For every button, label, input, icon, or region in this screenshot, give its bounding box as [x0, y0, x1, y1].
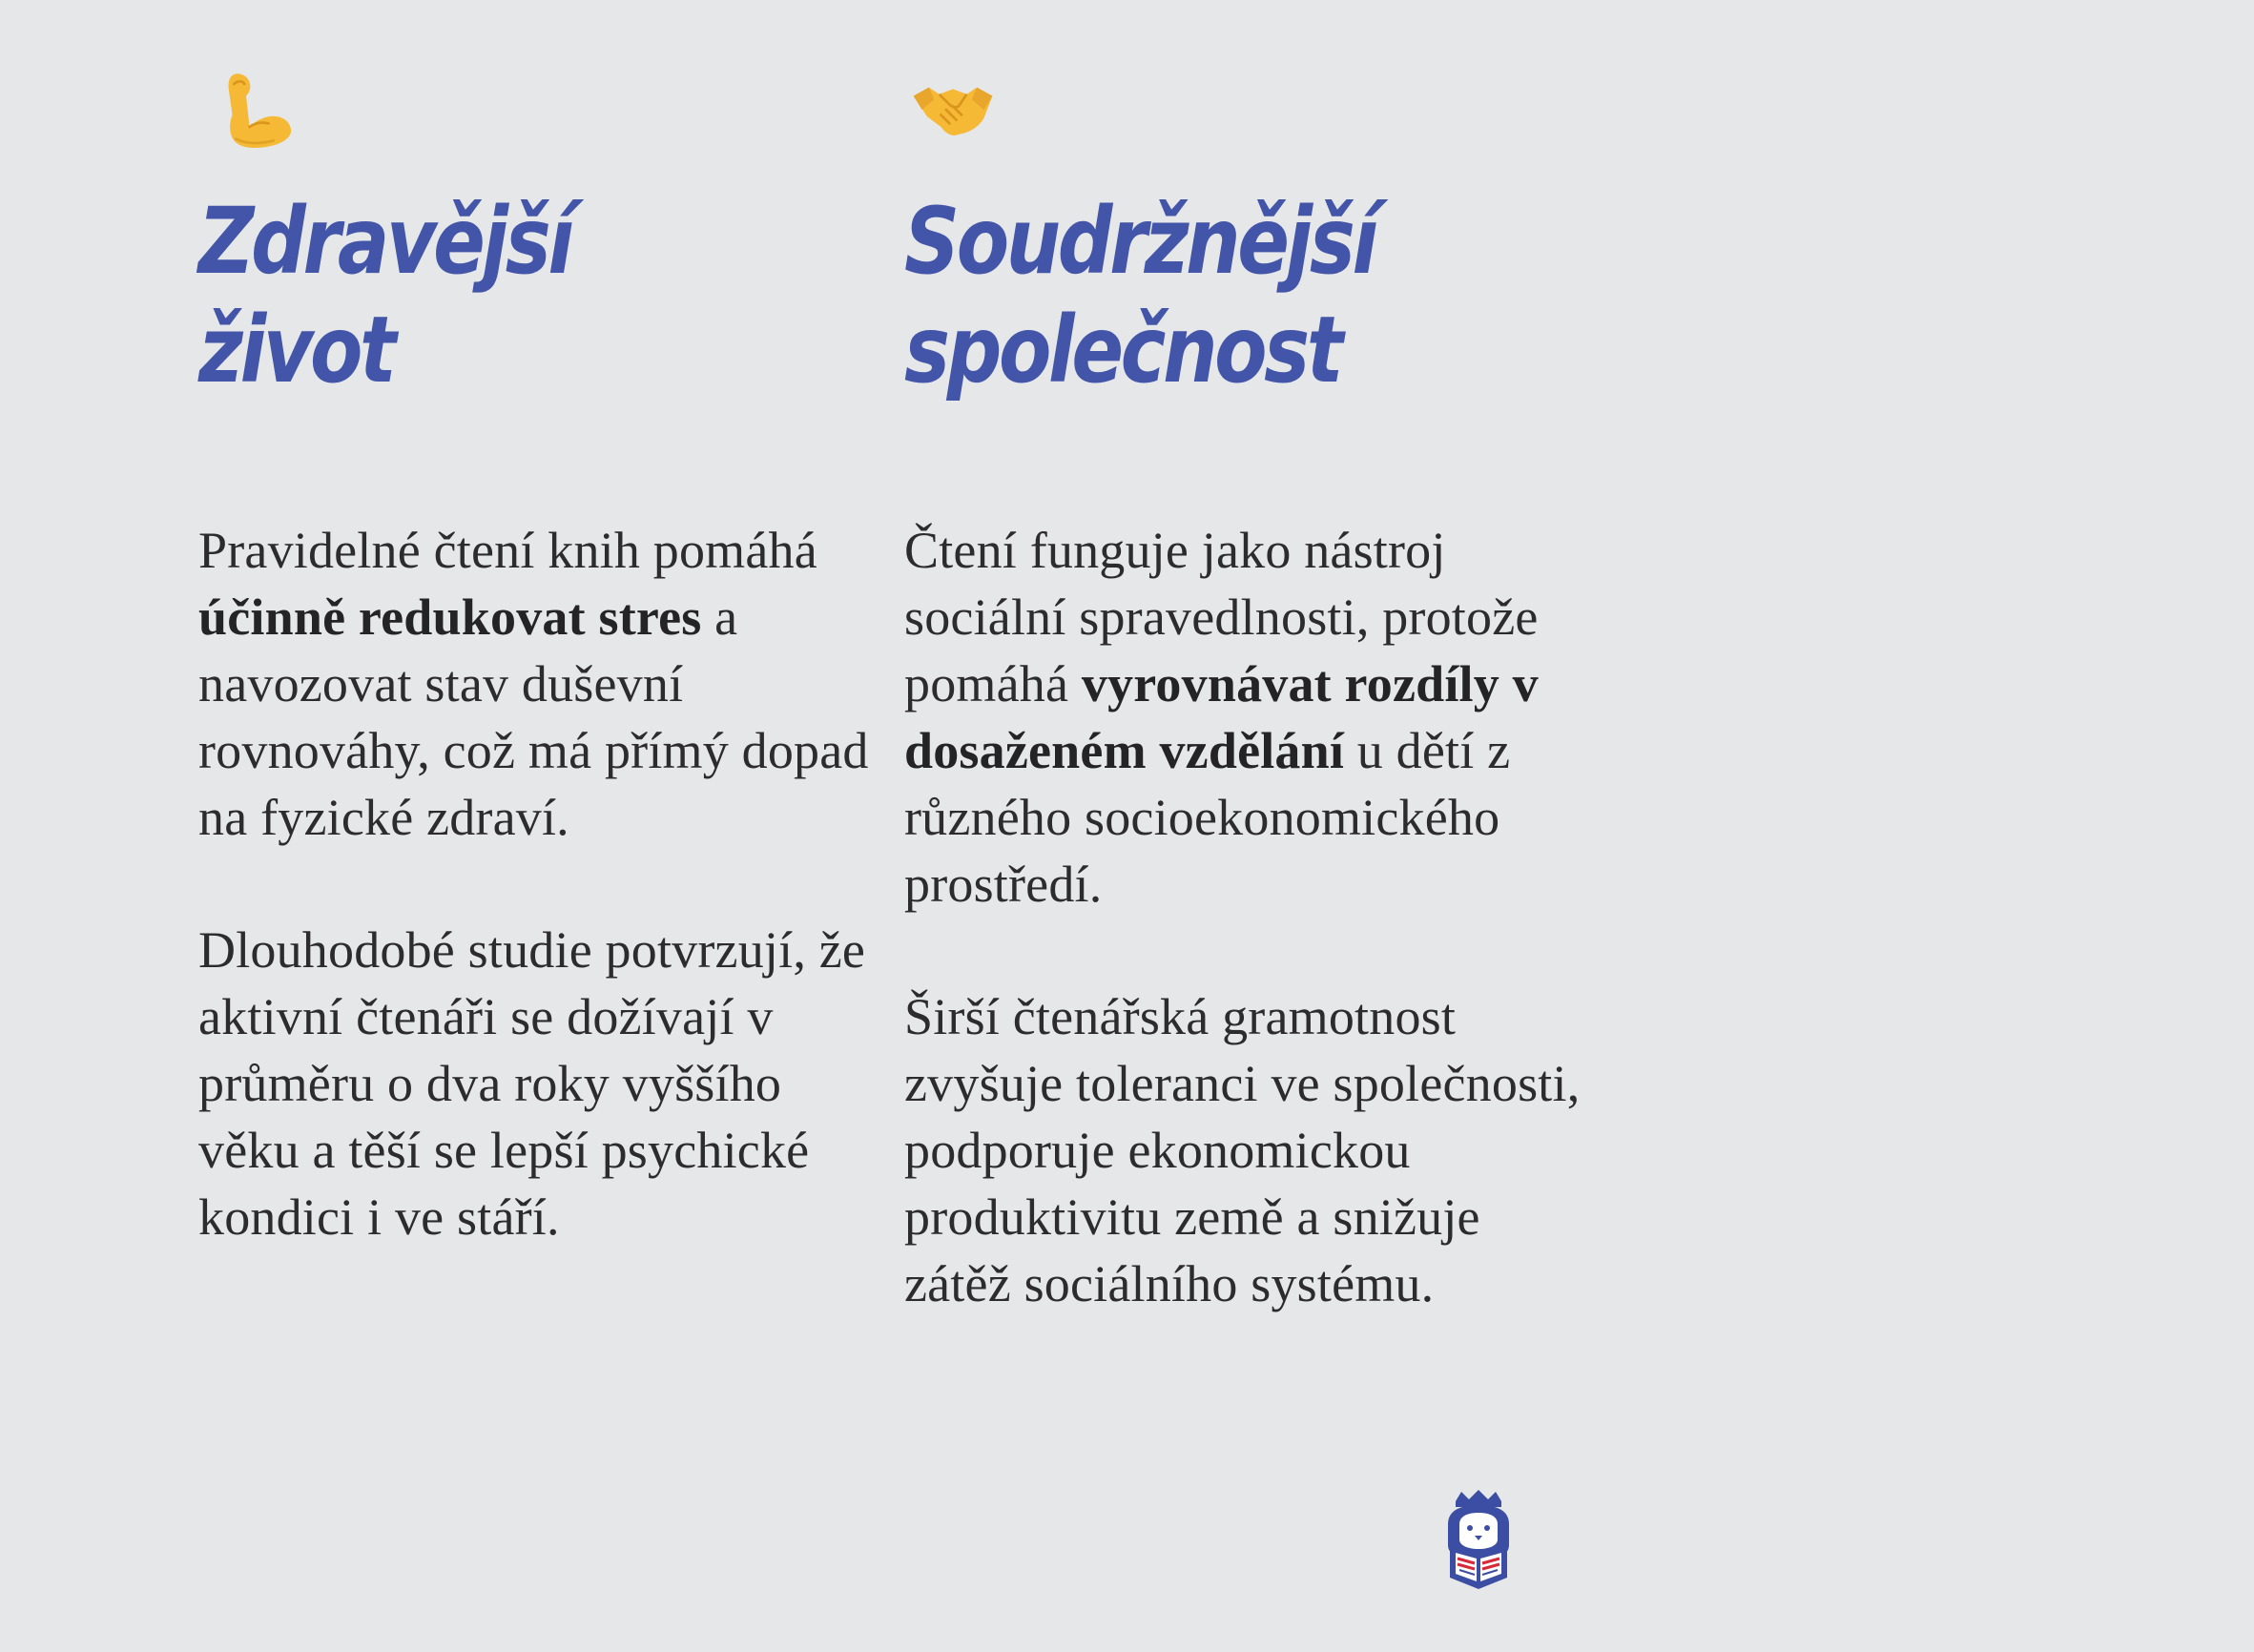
healthier-life-heading — [198, 187, 571, 404]
paragraph-emphasis: vyrovnávat rozdíly v dosaženém vzdělání — [904, 655, 1539, 779]
paragraph-text: u dětí z různého socioekonomického prostředí. — [904, 722, 1511, 913]
paragraph: Širší čtenářská gramotnost zvyšuje toleranci ve společnosti, podporuje ekonomickou produktivitu země a snižuje zátěž sociálního systému. — [904, 988, 1581, 1312]
handshake-icon — [910, 67, 996, 153]
cohesive-society-heading — [904, 187, 1375, 404]
paragraph-emphasis: účinně redukovat stres — [198, 589, 702, 646]
cohesive-society-text — [904, 517, 1591, 1317]
paragraph-text: a navozovat stav duševní rovnováhy, což má přímý dopad na fyzické zdraví. — [198, 589, 869, 846]
paragraph — [198, 517, 885, 851]
flexed-biceps-icon — [212, 67, 298, 153]
paragraph-text: Pravidelné čtení knih pomáhá — [198, 522, 817, 579]
healthier-life-column — [198, 67, 869, 1246]
heading-line: Zdravější — [198, 188, 571, 295]
paragraph: Dlouhodobé studie potvrzují, že aktivní čtenáři se dožívají v průměru o dva roky vyššího věku a těší se lepší psychické kondici i ve stáří. — [198, 921, 866, 1246]
heading-line: život — [198, 297, 394, 403]
cohesive-society-column — [904, 67, 1581, 1312]
paragraph — [904, 517, 1591, 918]
healthier-life-text — [198, 517, 885, 1250]
heading-line: společnost — [904, 297, 1341, 403]
paragraph-text: Čtení funguje jako nástroj sociální spravedlnosti, protože pomáhá — [904, 522, 1539, 712]
heading-line: Soudržnější — [904, 188, 1375, 295]
lion-reading-book-logo — [1442, 1486, 1515, 1591]
